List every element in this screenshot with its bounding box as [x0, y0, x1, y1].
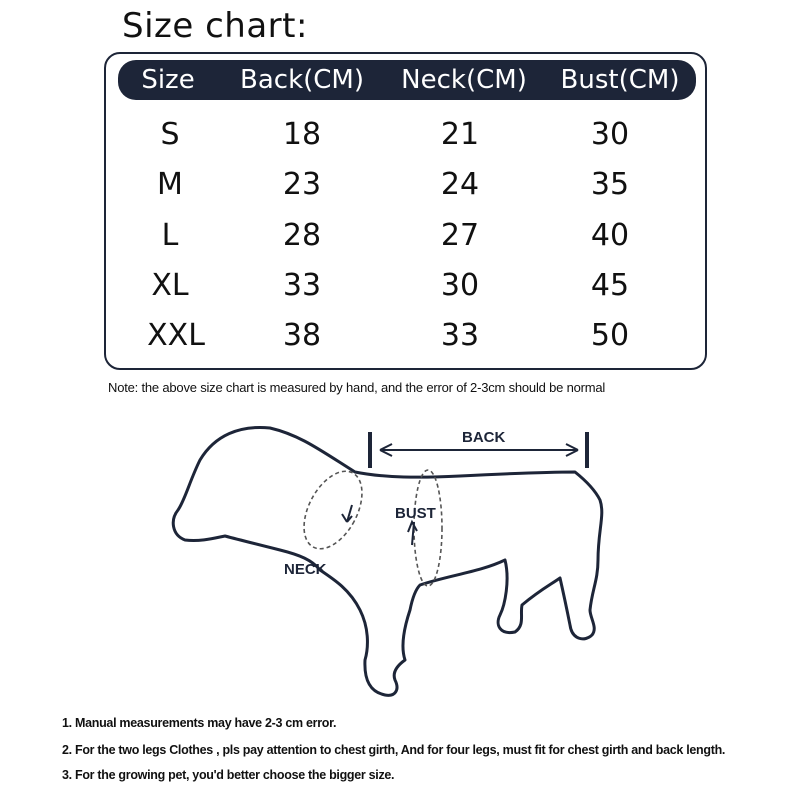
cell-back: 28	[282, 218, 322, 253]
cell-size: L	[161, 218, 179, 253]
bust-measure-loop	[414, 470, 442, 586]
cell-bust: 50	[590, 318, 630, 353]
dog-outline	[173, 427, 602, 695]
header-bust: Bust(CM)	[560, 65, 680, 95]
header-neck: Neck(CM)	[401, 65, 527, 95]
header-size: Size	[141, 65, 195, 95]
cell-neck: 27	[440, 218, 480, 253]
footnote-1: 1. Manual measurements may have 2-3 cm error.	[62, 716, 337, 730]
cell-size: XXL	[147, 318, 205, 353]
cell-back: 23	[282, 167, 322, 202]
cell-bust: 45	[590, 268, 630, 303]
size-chart-title: Size chart:	[122, 6, 308, 46]
cell-back: 38	[282, 318, 322, 353]
cell-back: 33	[282, 268, 322, 303]
cell-neck: 33	[440, 318, 480, 353]
footnote-3: 3. For the growing pet, you'd better choose the bigger size.	[62, 768, 395, 782]
dog-measurement-diagram	[0, 410, 800, 710]
cell-back: 18	[282, 117, 322, 152]
cell-size: M	[157, 167, 183, 202]
cell-bust: 30	[590, 117, 630, 152]
cell-bust: 35	[590, 167, 630, 202]
neck-arrow	[342, 505, 352, 522]
cell-neck: 21	[440, 117, 480, 152]
neck-label: NECK	[284, 561, 327, 578]
measurement-note: Note: the above size chart is measured by hand, and the error of 2-3cm should be normal	[108, 380, 606, 395]
footnote-2: 2. For the two legs Clothes , pls pay attention to chest girth, And for four legs, must fit for chest girth and back length.	[62, 743, 726, 757]
cell-size: S	[160, 117, 180, 152]
bust-arrow	[408, 522, 417, 545]
bust-label: BUST	[395, 505, 436, 522]
cell-bust: 40	[590, 218, 630, 253]
cell-neck: 30	[440, 268, 480, 303]
cell-size: XL	[151, 268, 189, 303]
header-back: Back(CM)	[240, 65, 364, 95]
cell-neck: 24	[440, 167, 480, 202]
back-label: BACK	[462, 429, 506, 446]
neck-measure-loop	[292, 462, 374, 559]
